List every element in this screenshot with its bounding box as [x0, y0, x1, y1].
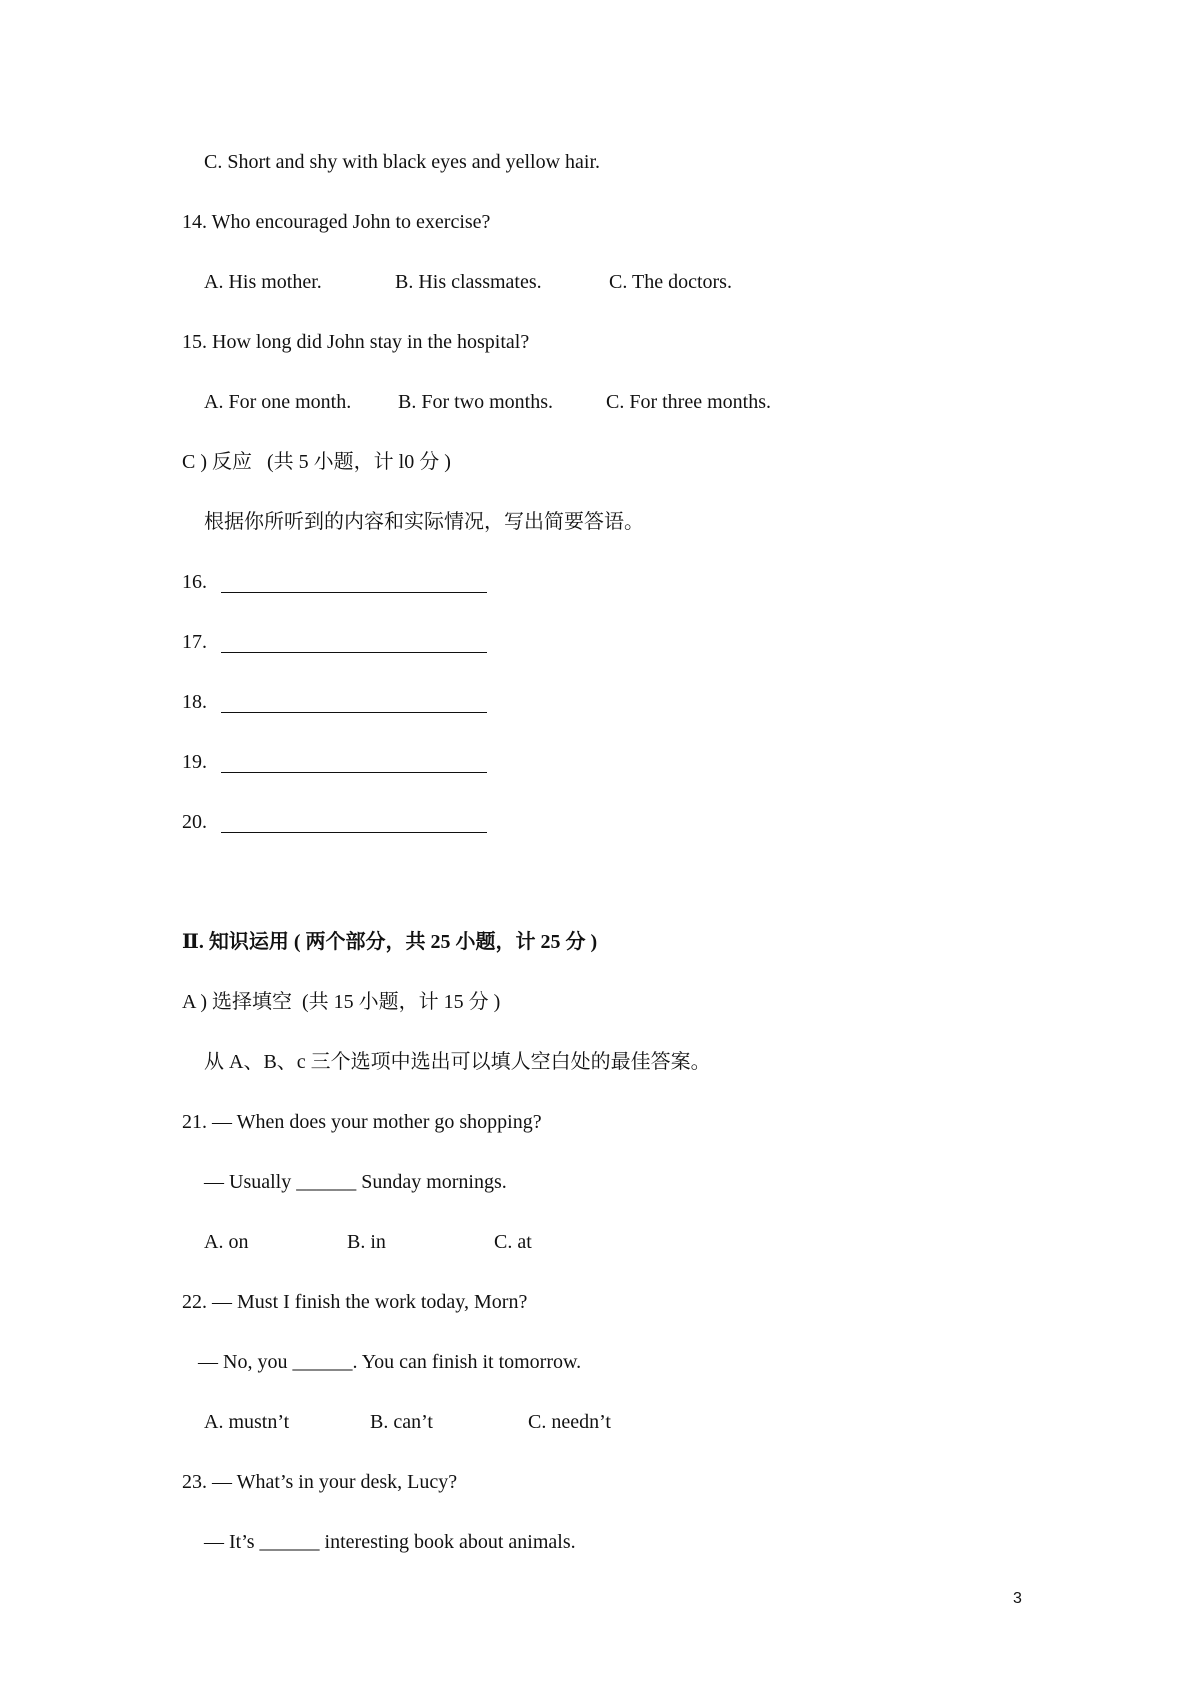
q22-option-a: A. mustn’t — [204, 1411, 290, 1433]
page-number: 3 — [1013, 1590, 1022, 1607]
answer-number-18: 18. — [182, 691, 207, 713]
answer-blank-17[interactable] — [221, 652, 487, 653]
q14-option-b: B. His classmates. — [395, 271, 542, 293]
answer-blank-16[interactable] — [221, 592, 487, 593]
q15-stem: 15. How long did John stay in the hospital? — [182, 331, 530, 353]
q22-stem: 22. — Must I finish the work today, Morn? — [182, 1291, 528, 1313]
q21-reply: — Usually ______ Sunday mornings. — [204, 1171, 507, 1193]
q23-reply: — It’s ______ interesting book about animals. — [204, 1531, 576, 1553]
answer-number-19: 19. — [182, 751, 207, 773]
q14-stem: 14. Who encouraged John to exercise? — [182, 211, 491, 233]
q22-reply: — No, you ______. You can finish it tomorrow. — [198, 1351, 582, 1373]
answer-blank-18[interactable] — [221, 712, 487, 713]
section-c-title: C ) 反应 (共 5 小题，计 l0 分 ) — [182, 451, 451, 473]
answer-number-17: 17. — [182, 631, 207, 653]
answer-blank-20[interactable] — [221, 832, 487, 833]
q15-option-b: B. For two months. — [398, 391, 554, 413]
answer-number-16: 16. — [182, 571, 207, 593]
q21-stem: 21. — When does your mother go shopping? — [182, 1111, 542, 1133]
q22-option-b: B. can’t — [370, 1411, 433, 1433]
section-c-instruction: 根据你所听到的内容和实际情况，写出简要答语。 — [204, 511, 644, 533]
q23-stem: 23. — What’s in your desk, Lucy? — [182, 1471, 458, 1493]
q21-option-c: C. at — [494, 1231, 532, 1253]
q14-option-a: A. His mother. — [204, 271, 322, 293]
part2-section-a-title: A ) 选择填空 (共 15 小题，计 15 分 ) — [182, 991, 501, 1013]
part2-title: Ⅱ. 知识运用 ( 两个部分，共 25 小题，计 25 分 ) — [182, 931, 598, 953]
q14-option-c: C. The doctors. — [609, 271, 732, 293]
part2-instruction: 从 A、B、c 三个选项中选出可以填人空白处的最佳答案。 — [204, 1051, 711, 1073]
q22-option-c: C. needn’t — [528, 1411, 611, 1433]
answer-blank-19[interactable] — [221, 772, 487, 773]
q15-option-c: C. For three months. — [606, 391, 771, 413]
q13-option-c: C. Short and shy with black eyes and yellow hair. — [204, 151, 601, 173]
q21-option-a: A. on — [204, 1231, 249, 1253]
q15-option-a: A. For one month. — [204, 391, 352, 413]
answer-number-20: 20. — [182, 811, 207, 833]
q21-option-b: B. in — [347, 1231, 386, 1253]
